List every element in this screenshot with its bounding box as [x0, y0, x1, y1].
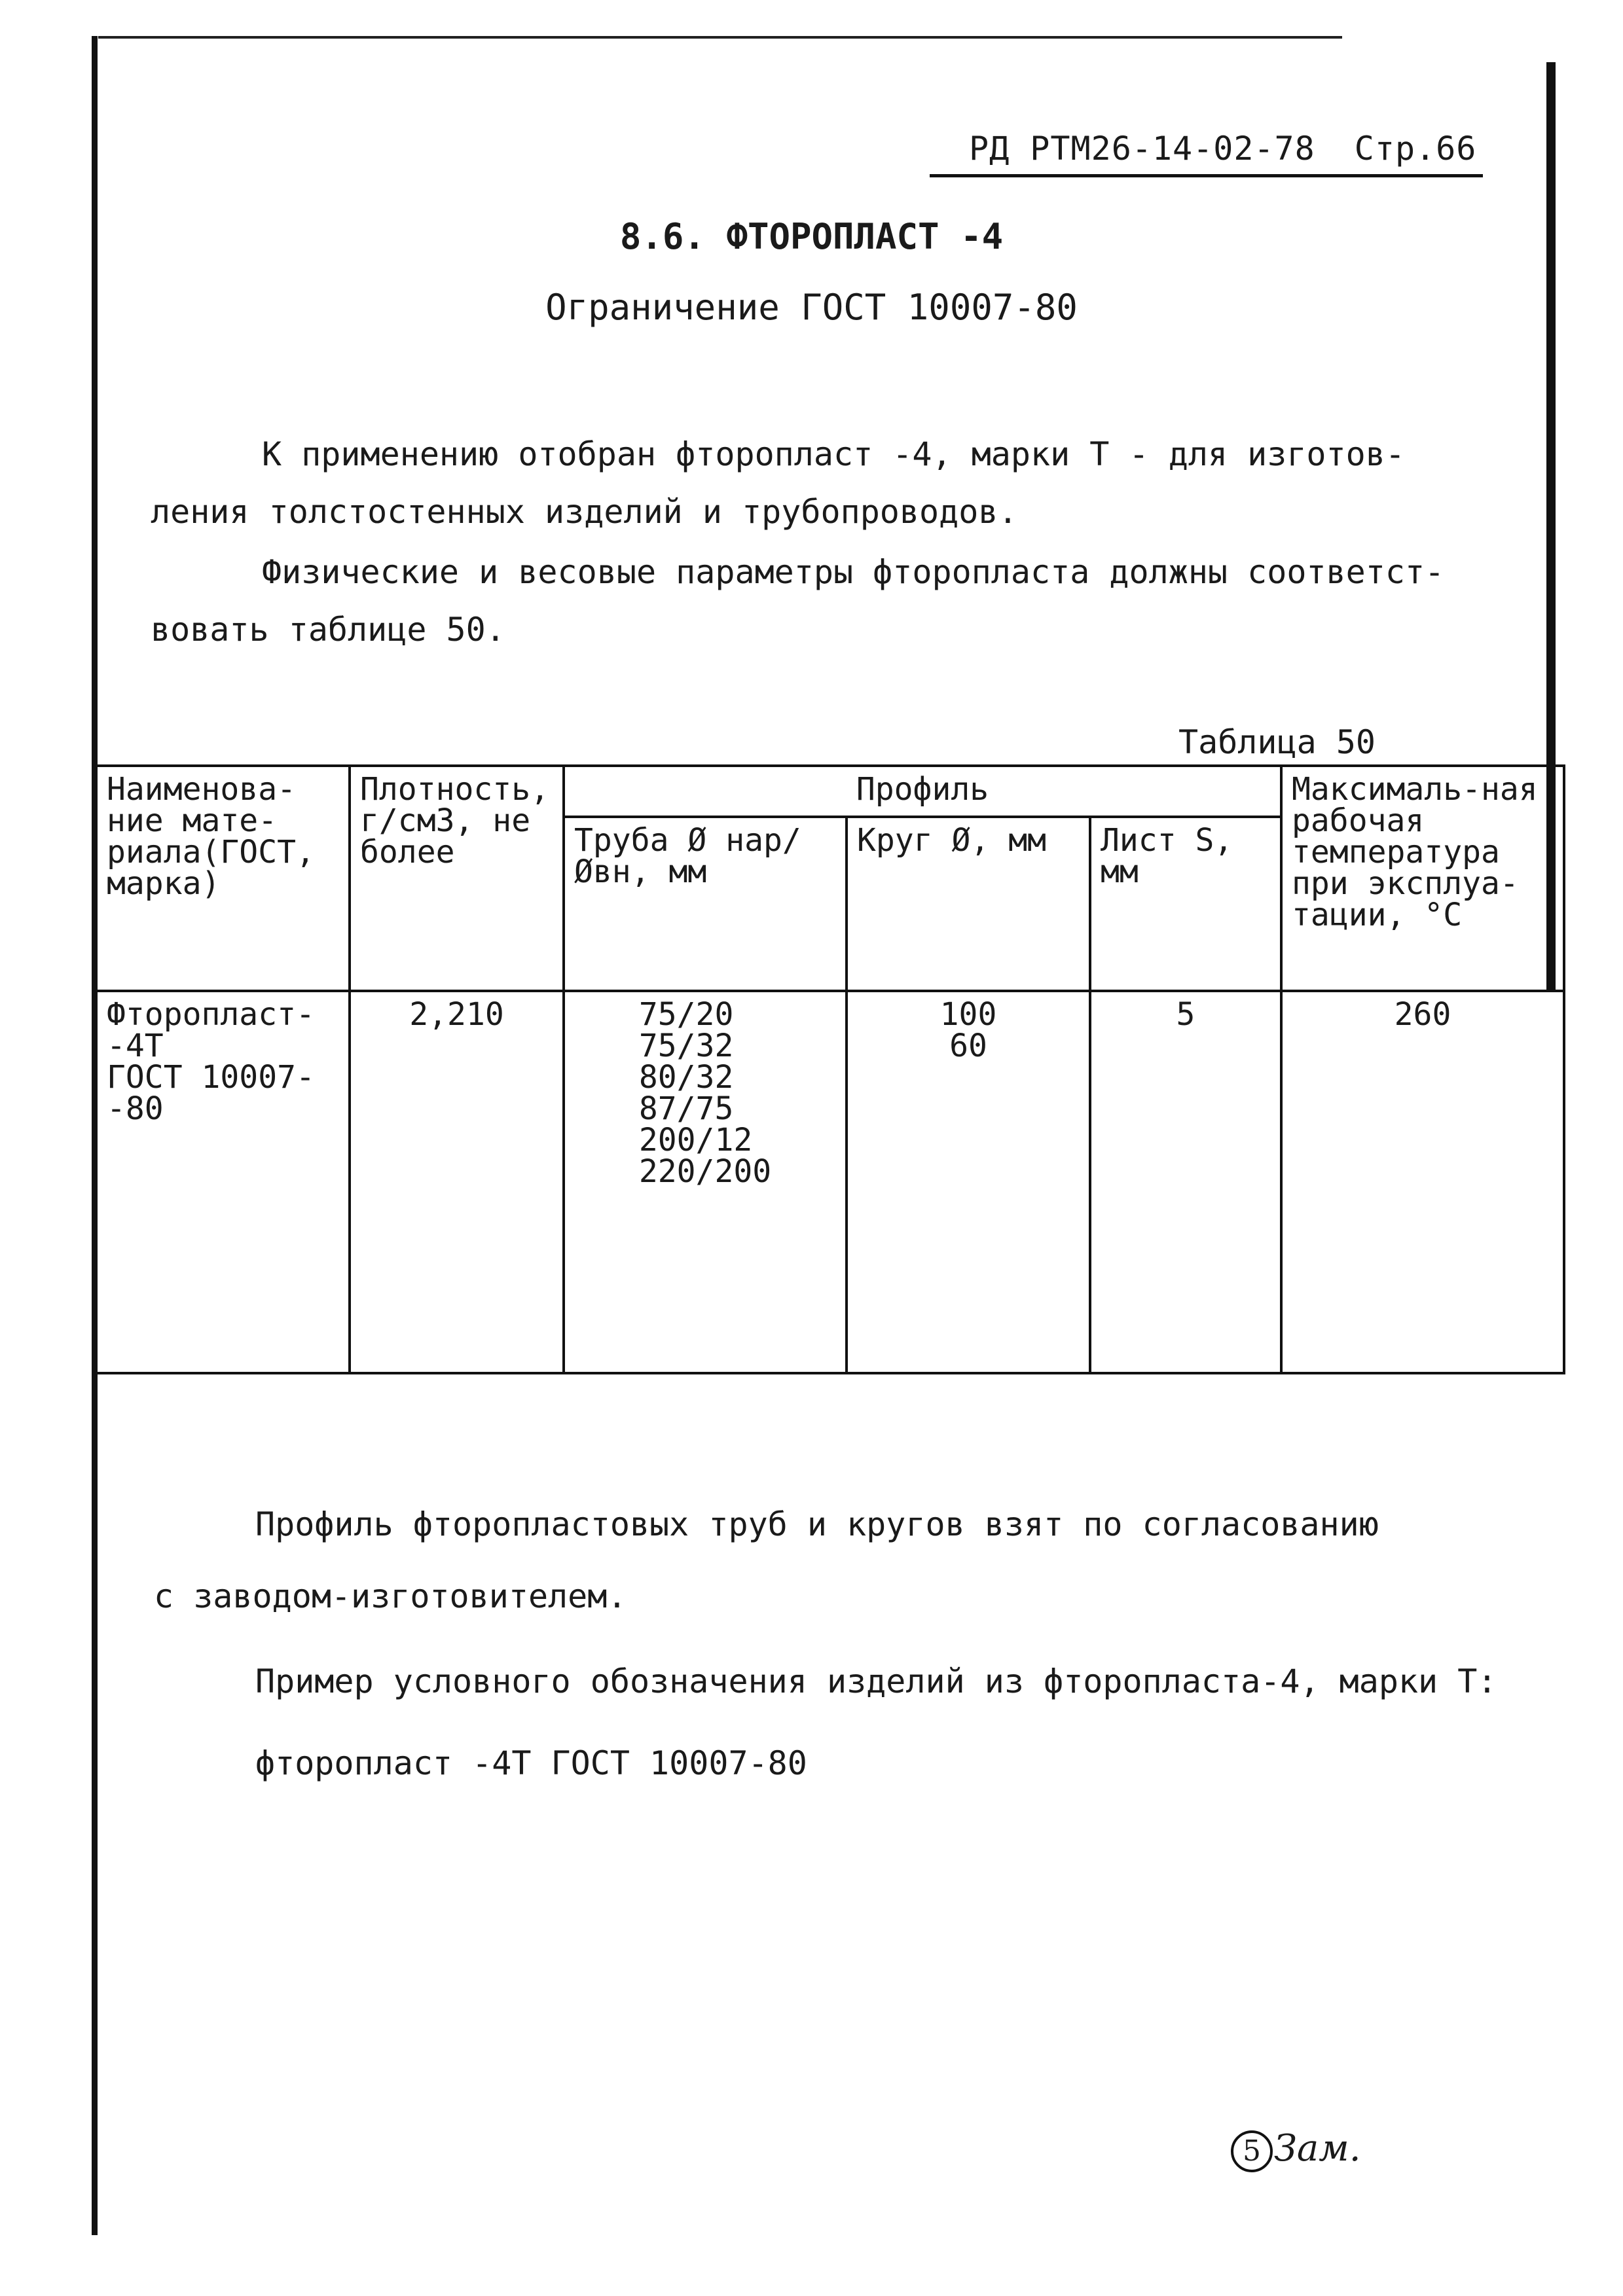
paragraph-selection: [151, 425, 1405, 541]
tube-size: 200/12: [638, 1122, 753, 1158]
cell-tubes: [564, 991, 847, 1373]
header-rod: Круг Ø, мм: [847, 817, 1090, 991]
paragraph-line: К применению отобран фторопласт -4, марки Т - для изготов-: [262, 435, 1405, 473]
tube-size: 75/32: [638, 1028, 734, 1064]
header-max-temp: Максималь-ная рабочая температура при эксплуа-тации, °С: [1281, 766, 1564, 991]
header-profile: Профиль: [564, 766, 1281, 817]
page-header: [930, 130, 1483, 177]
cell-rods: [847, 991, 1090, 1373]
page-number: Стр.66: [1354, 130, 1477, 168]
note-profile-line2: с заводом-изготовителем.: [154, 1577, 627, 1615]
paragraph-line: вовать таблице 50.: [151, 611, 505, 649]
tube-size: 220/200: [638, 1153, 772, 1190]
header-name: Наименова-ние мате-риала(ГОСТ, марка): [96, 766, 350, 991]
name-line: ГОСТ 10007-: [107, 1059, 315, 1096]
cell-density: 2,210: [350, 991, 564, 1373]
revision-text: Зам.: [1274, 2127, 1361, 2170]
table-label: Таблица 50: [1178, 723, 1376, 761]
tube-size: 87/75: [638, 1090, 734, 1127]
revision-number: 5: [1231, 2130, 1273, 2172]
paragraph-line: ления толстостенных изделий и трубопроводов.: [151, 493, 1018, 531]
section-subtitle: Ограничение ГОСТ 10007-80: [545, 287, 1078, 328]
tube-size: 80/32: [638, 1059, 734, 1096]
table-row: [96, 991, 1564, 1373]
note-profile-line1: Профиль фторопластовых труб и кругов взят по согласованию: [255, 1505, 1379, 1543]
cell-sheet: 5: [1090, 991, 1281, 1373]
note-example: Пример условного обозначения изделий из фторопласта-4, марки Т:: [255, 1662, 1497, 1700]
page-border-top: [98, 36, 1342, 39]
name-line: -4Т: [107, 1028, 164, 1064]
header-sheet: Лист S, мм: [1090, 817, 1281, 991]
rod-size: 100: [939, 996, 997, 1033]
cell-max-temp: 260: [1281, 991, 1564, 1373]
header-tube: Труба Ø нар/Øвн, мм: [564, 817, 847, 991]
paragraph-line: Физические и весовые параметры фторопласта должны соответст-: [262, 553, 1445, 591]
note-designation: фторопласт -4Т ГОСТ 10007-80: [255, 1744, 807, 1782]
tube-size: 75/20: [638, 996, 734, 1033]
header-density: Плотность, г/см3, не более: [350, 766, 564, 991]
cell-name: [96, 991, 350, 1373]
properties-table: [95, 764, 1565, 1374]
section-title: 8.6. ФТОРОПЛАСТ -4: [619, 216, 1004, 257]
name-line: Фторопласт-: [107, 996, 315, 1033]
paragraph-parameters: [151, 543, 1444, 658]
revision-stamp: [1231, 2127, 1361, 2172]
name-line: -80: [107, 1090, 164, 1127]
doc-code: РД РТМ26-14-02-78: [969, 130, 1315, 168]
rod-size: 60: [949, 1028, 987, 1064]
table-header-row: [96, 766, 1564, 817]
